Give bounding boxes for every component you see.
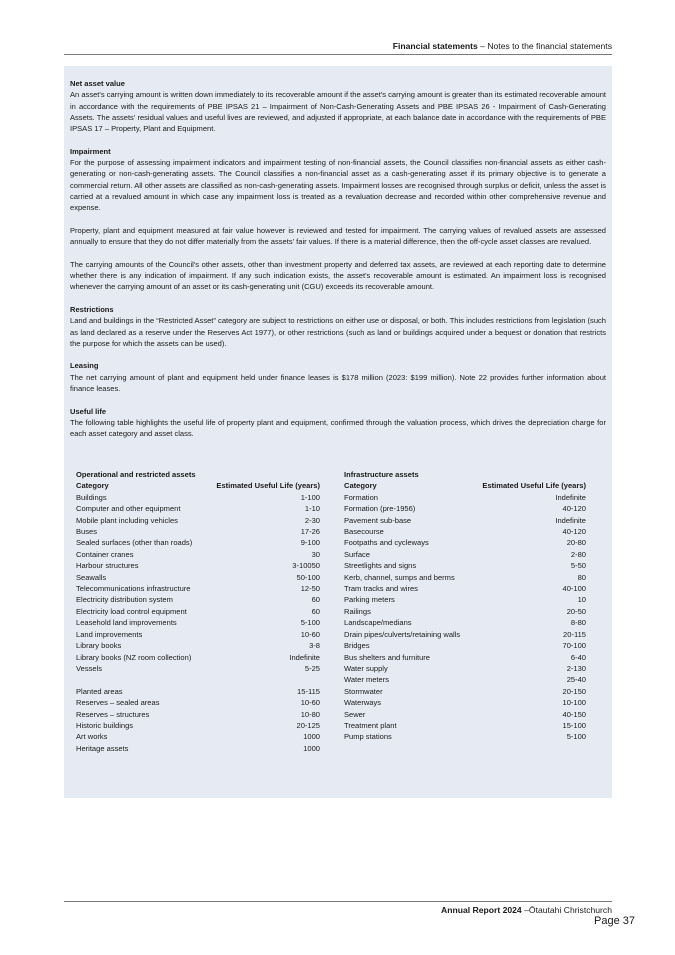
category-cell: Formation (344, 492, 378, 502)
category-cell: Heritage assets (76, 743, 129, 753)
useful-life-cell: 20-125 (296, 720, 320, 730)
useful-life-cell: 10 (577, 595, 586, 605)
useful-life-cell: 15-100 (562, 720, 586, 730)
paragraph: For the purpose of assessing impairment indicators and impairment testing of non-financial assets, the Council classifies non-financial assets as either cash-generating or non-cash-generating assets. The Council classifies a non-financial asset as a cash-generating asset if its primary objective is to generate a commercial return. All other assets are classified as non-cash-generating assets. Impairment losses are recognised through surplus or deficit, unless the asset is carried at a revalued amount in which case any impairment loss is treated as a revaluation decrease and recorded within other comprehensive revenue and expense. (70, 158, 606, 213)
useful-life-cell: 20-150 (562, 686, 586, 696)
useful-life-cell: Indefinite (555, 515, 586, 525)
category-cell: Footpaths and cycleways (344, 538, 429, 548)
table-header-row (344, 480, 586, 491)
footer-rule (64, 901, 612, 902)
header-section-title: Financial statements (392, 41, 478, 51)
category-cell: Vessels (76, 663, 103, 673)
useful-life-cell: 10-60 (300, 629, 320, 639)
table-title: Infrastructure assets (344, 470, 419, 479)
category-cell: Seawalls (76, 572, 107, 582)
category-cell: Electricity distribution system (76, 595, 173, 605)
useful-life-cell: Indefinite (555, 492, 586, 502)
category-cell: Reserves – sealed areas (76, 698, 160, 708)
category-cell: Library books (76, 641, 122, 651)
useful-life-cell: 40-120 (562, 504, 586, 514)
table-row (76, 617, 320, 628)
category-cell: Container cranes (76, 549, 134, 559)
page-number: Page 37 (594, 915, 635, 927)
table-row (344, 594, 586, 605)
category-cell: Historic buildings (76, 720, 134, 730)
paragraph: Land and buildings in the “Restricted Asset” category are subject to restrictions on either use or disposal, or both. This includes restrictions from legislation (such as land declared as a reserve under the Reserves Act 1977), or other restrictions (such as land or buildings acquired under a bequest or donation that restricts the purpose for which the assets can be used). (70, 316, 606, 348)
useful-life-cell: 9-100 (300, 538, 320, 548)
section-title: Net asset value (70, 79, 125, 88)
category-cell: Harbour structures (76, 561, 139, 571)
useful-life-cell: 1-10 (304, 504, 320, 514)
column-header-life: Estimated Useful Life (years) (216, 481, 320, 491)
useful-life-cell: 25-40 (566, 675, 586, 685)
table-row (76, 663, 320, 674)
useful-life-cell: 15-115 (297, 686, 320, 696)
column-header-category: Category (344, 481, 377, 491)
table-row (344, 652, 586, 663)
category-cell: Kerb, channel, sumps and berms (344, 572, 455, 582)
category-cell: Art works (76, 732, 108, 742)
category-cell: Pavement sub-base (344, 515, 412, 525)
category-cell: Treatment plant (344, 720, 397, 730)
table-body-secondary (76, 686, 320, 754)
table-row (344, 709, 586, 720)
useful-life-cell: Indefinite (289, 652, 320, 662)
section-useful-life (70, 406, 606, 440)
category-cell: Drain pipes/culverts/retaining walls (344, 629, 461, 639)
table-title: Operational and restricted assets (76, 470, 196, 479)
table-row (344, 629, 586, 640)
table-row (76, 572, 320, 583)
paragraph: The carrying amounts of the Council's other assets, other than investment property and deferred tax assets, are reviewed at each reporting date to determine whether there is any indication of impairment. If any such indication exists, the asset's recoverable amount is estimated. An impairment loss is recognised whenever the carrying amount of an asset or its cash-generating unit (CGU) exceeds its recoverable amount. (70, 259, 606, 292)
column-header-category: Category (76, 481, 109, 491)
paragraph: The following table highlights the useful life of property plant and equipment, confirmed through the valuation process, which drives the depreciation charge for each asset category and asset class. (70, 417, 606, 439)
table-row (76, 629, 320, 640)
section-title: Restrictions (70, 304, 114, 314)
useful-life-cell: 3-10050 (292, 561, 320, 571)
useful-life-cell: 17-26 (300, 527, 320, 537)
useful-life-cell: 20-50 (566, 606, 586, 616)
category-cell: Buses (76, 527, 97, 537)
table-row (344, 606, 586, 617)
useful-life-cell: 40-150 (562, 709, 586, 719)
table-row (76, 594, 320, 605)
useful-life-cell: 10-80 (300, 709, 320, 719)
category-cell: Tram tracks and wires (344, 584, 418, 594)
category-cell: Planted areas (76, 686, 123, 696)
section-leasing (70, 360, 606, 394)
table-row (76, 743, 320, 754)
useful-life-cell: 8-80 (570, 618, 586, 628)
table-body (76, 492, 320, 675)
useful-life-cell: 5-100 (566, 732, 586, 742)
category-cell: Electricity load control equipment (76, 606, 187, 616)
category-cell: Reserves – structures (76, 709, 150, 719)
category-cell: Land improvements (76, 629, 143, 639)
useful-life-cell: 20-115 (563, 629, 586, 639)
row-spacer (76, 674, 320, 685)
category-cell: Pump stations (344, 732, 392, 742)
category-cell: Water supply (344, 663, 388, 673)
category-cell: Railings (344, 606, 371, 616)
category-cell: Computer and other equipment (76, 504, 181, 514)
table-row (76, 526, 320, 537)
table-row (344, 526, 586, 537)
useful-life-cell: 70-100 (562, 641, 586, 651)
table-row (76, 560, 320, 571)
category-cell: Parking meters (344, 595, 395, 605)
category-cell: Leasehold land improvements (76, 618, 177, 628)
table-row (344, 697, 586, 708)
useful-life-cell: 40-120 (562, 527, 586, 537)
paragraph: The net carrying amount of plant and equipment held under finance leases is $178 million (2023: $199 million). Note 22 provides further information about finance leases. (70, 372, 606, 394)
table-row (76, 503, 320, 514)
useful-life-cell: 3-8 (309, 641, 320, 651)
useful-life-cell: 5-100 (300, 618, 320, 628)
useful-life-cell: 2-30 (304, 515, 320, 525)
table-row (344, 640, 586, 651)
category-cell: Stormwater (344, 686, 383, 696)
table-row (344, 537, 586, 548)
section-impairment (70, 146, 606, 293)
category-cell: Mobile plant including vehicles (76, 515, 178, 525)
category-cell: Sewer (344, 709, 366, 719)
table-row (344, 560, 586, 571)
infrastructure-assets-table (344, 469, 586, 743)
table-row (344, 583, 586, 594)
category-cell: Basecourse (344, 527, 384, 537)
table-row (76, 697, 320, 708)
useful-life-cell: 80 (577, 572, 586, 582)
category-cell: Waterways (344, 698, 382, 708)
useful-life-cell: 10-100 (562, 698, 586, 708)
operational-assets-table (76, 469, 320, 754)
category-cell: Bus shelters and furniture (344, 652, 430, 662)
table-row (76, 686, 320, 697)
useful-life-cell: 2-130 (566, 663, 586, 673)
useful-life-cell: 5-25 (304, 663, 320, 673)
category-cell: Sealed surfaces (other than roads) (76, 538, 193, 548)
table-row (76, 606, 320, 617)
table-header-row (76, 480, 320, 491)
useful-life-cell: 60 (311, 595, 320, 605)
table-row (344, 674, 586, 685)
running-footer (441, 905, 612, 915)
table-row (76, 709, 320, 720)
table-row (344, 572, 586, 583)
table-row (344, 492, 586, 503)
useful-life-cell: 6-40 (570, 652, 586, 662)
table-row (344, 731, 586, 742)
useful-life-cell: 1000 (303, 743, 320, 753)
useful-life-cell: 60 (311, 606, 320, 616)
table-row (344, 617, 586, 628)
useful-life-cell: 1000 (303, 732, 320, 742)
useful-life-cell: 5-50 (570, 561, 586, 571)
useful-life-cell: 1-100 (300, 492, 320, 502)
table-row (344, 720, 586, 731)
running-header (393, 41, 612, 51)
table-row (76, 583, 320, 594)
category-cell: Landscape/medians (344, 618, 412, 628)
category-cell: Formation (pre-1956) (344, 504, 416, 514)
useful-life-cell: 2-80 (570, 549, 586, 559)
header-subtitle: – Notes to the financial statements (477, 41, 612, 51)
useful-life-cell: 20-80 (566, 538, 586, 548)
table-row (344, 686, 586, 697)
section-net-asset-value (70, 78, 606, 134)
table-row (344, 515, 586, 526)
column-header-life: Estimated Useful Life (years) (482, 481, 586, 491)
table-row (76, 731, 320, 742)
table-row (76, 720, 320, 731)
useful-life-cell: 30 (311, 549, 320, 559)
section-title: Leasing (70, 361, 99, 371)
category-cell: Water meters (344, 675, 390, 685)
table-row (76, 640, 320, 651)
footer-organisation: –Ōtautahi Christchurch (521, 905, 612, 915)
table-row (344, 503, 586, 514)
table-row (76, 549, 320, 560)
category-cell: Streetlights and signs (344, 561, 417, 571)
category-cell: Library books (NZ room collection) (76, 652, 192, 662)
useful-life-cell: 40-100 (562, 584, 586, 594)
notes-content (70, 78, 606, 451)
table-body (344, 492, 586, 743)
section-title: Useful life (70, 406, 107, 416)
table-row (344, 663, 586, 674)
useful-life-cell: 10-60 (300, 698, 320, 708)
paragraph: Property, plant and equipment measured at fair value however is reviewed and tested for impairment. The carrying values of revalued assets are assessed annually to ensure that they do not differ materially from the assets' fair values. If there is a material difference, then the off-cycle asset classes are revalued. (70, 225, 606, 247)
table-row (76, 537, 320, 548)
category-cell: Buildings (76, 492, 107, 502)
header-rule (64, 54, 612, 55)
table-row (76, 492, 320, 503)
table-row (76, 652, 320, 663)
section-restrictions (70, 304, 606, 349)
useful-life-cell: 12-50 (300, 584, 320, 594)
table-row (344, 549, 586, 560)
category-cell: Bridges (344, 641, 370, 651)
section-title: Impairment (70, 146, 111, 156)
footer-report-title: Annual Report 2024 (441, 905, 522, 915)
category-cell: Telecommunications infrastructure (76, 584, 191, 594)
table-row (76, 515, 320, 526)
category-cell: Surface (344, 549, 371, 559)
useful-life-cell: 50-100 (296, 572, 320, 582)
paragraph: An asset's carrying amount is written down immediately to its recoverable amount if the asset's carrying amount is greater than its estimated recoverable amount in accordance with the requirements of PBE IPSAS 21 – Impairment of Non-Cash-Generating Assets and PBE IPSAS 26 - Impairment of Cash-Generating Assets. The assets' residual values and useful lives are reviewed, and adjusted if appropriate, at each balance date in accordance with the requirements of PBE IPSAS 17 – Property, Plant and Equipment. (70, 90, 606, 134)
